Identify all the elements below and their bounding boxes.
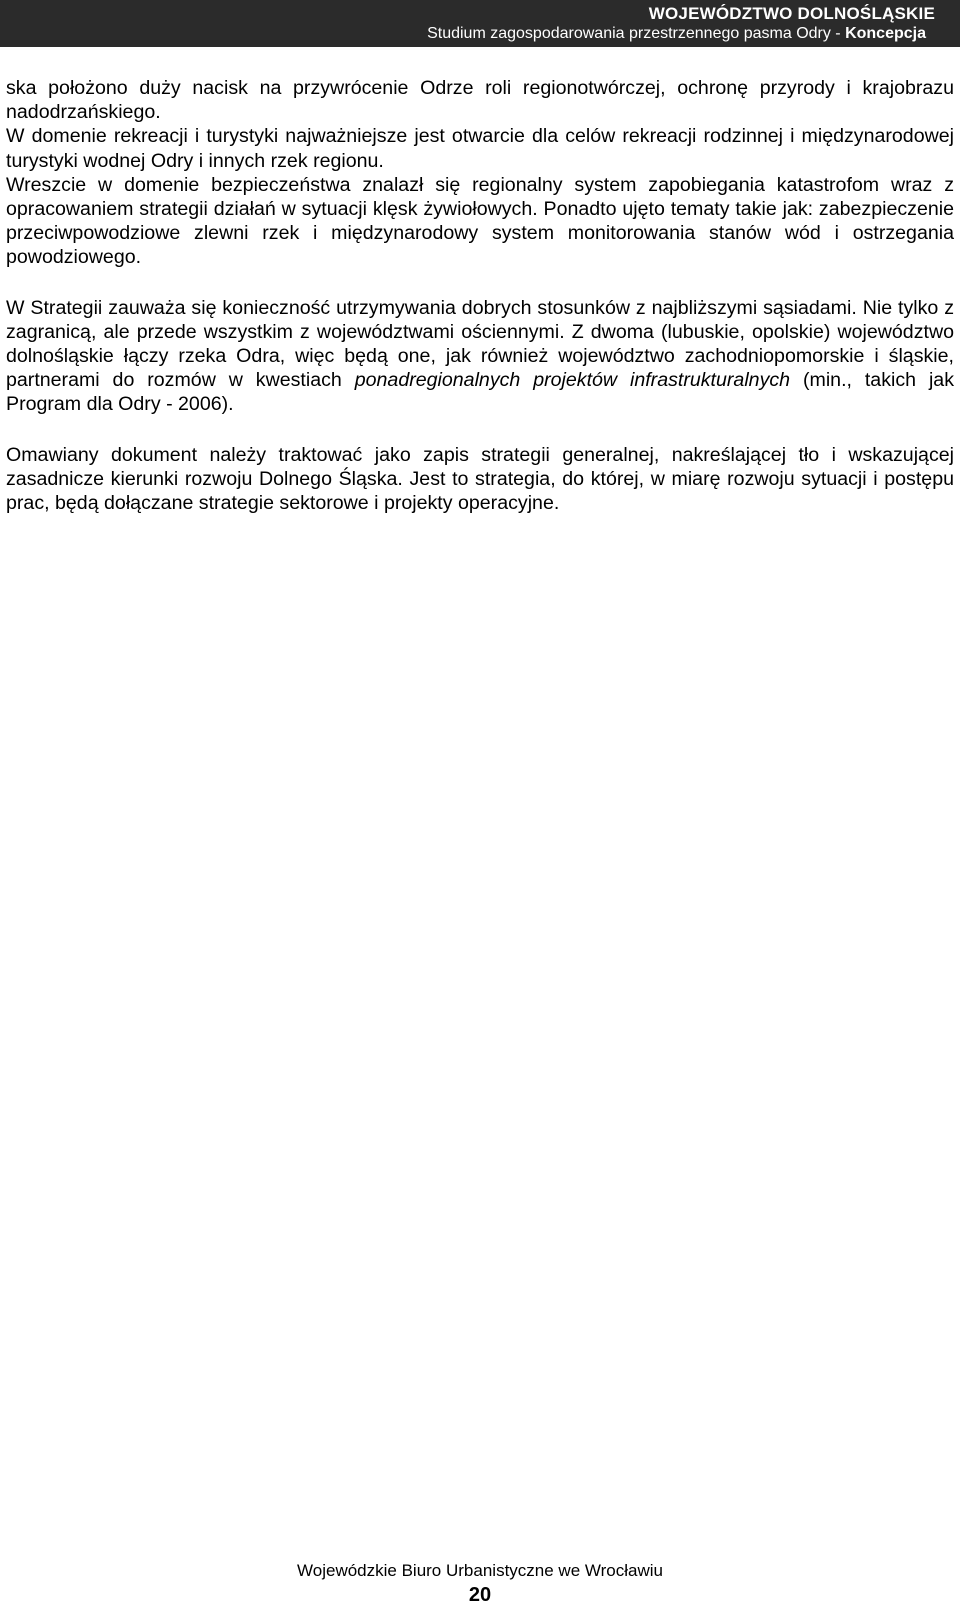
paragraph-gap	[6, 417, 954, 443]
document-body	[6, 76, 954, 515]
paragraph-3: Wreszcie w domenie bezpieczeństwa znalazł się regionalny system zapobiegania katastrofom wraz z opracowaniem strategii działań w sytuacji klęsk żywiołowych. Ponadto ujęto tematy takie jak: zabezpieczenie przeciwpowodziowe zlewni rzek i międzynarodowy system monitorowania stanów wód i ostrzegania powodziowego.	[6, 173, 954, 269]
paragraph-4-italic: ponadregionalnych projektów infrastrukturalnych	[354, 369, 791, 392]
page-header	[0, 0, 960, 47]
header-title: WOJEWÓDZTWO DOLNOŚLĄSKIE	[648, 4, 935, 23]
footer-organization: Wojewódzkie Biuro Urbanistyczne we Wrocławiu	[297, 1561, 663, 1580]
header-subtitle-bold: Koncepcja	[845, 25, 926, 42]
paragraph-5: Omawiany dokument należy traktować jako zapis strategii generalnej, nakreślającej tło i wskazującej zasadnicze kierunki rozwoju Dolnego Śląska. Jest to strategia, do której, w miarę rozwoju sytuacji i postępu prac, będą dołączane strategie sektorowe i projekty operacyjne.	[6, 443, 954, 515]
page-number: 20	[468, 1584, 492, 1606]
paragraph-gap	[6, 270, 954, 296]
paragraph-4-end: (min., takich jak Program dla Odry - 2006).	[6, 369, 954, 416]
paragraph-1: ska położono duży nacisk na przywrócenie Odrze roli regionotwórczej, ochronę przyrody i krajobrazu nadodrzańskiego.	[6, 77, 954, 124]
header-subtitle	[427, 25, 926, 43]
header-subtitle-main: Studium zagospodarowania przestrzennego pasma Odry -	[427, 25, 846, 42]
paragraph-2: W domenie rekreacji i turystyki najważniejsze jest otwarcie dla celów rekreacji rodzinnej i międzynarodowej turystyki wodnej Odry i innych rzek regionu.	[6, 125, 954, 172]
paragraph-4	[6, 296, 954, 417]
paragraph-4-start: W Strategii zauważa się konieczność utrzymywania dobrych stosunków z najbliższymi sąsiadami. Nie tylko z zagranicą, ale przede wszystkim z województwami ościennymi. Z dwoma (lubuskie, opolskie) województwo dolnośląskie łączy rzeka Odra, więc będą one, jak również województwo zachodniopomorskie i śląskie, partnerami do rozmów w kwestiach	[6, 296, 954, 392]
